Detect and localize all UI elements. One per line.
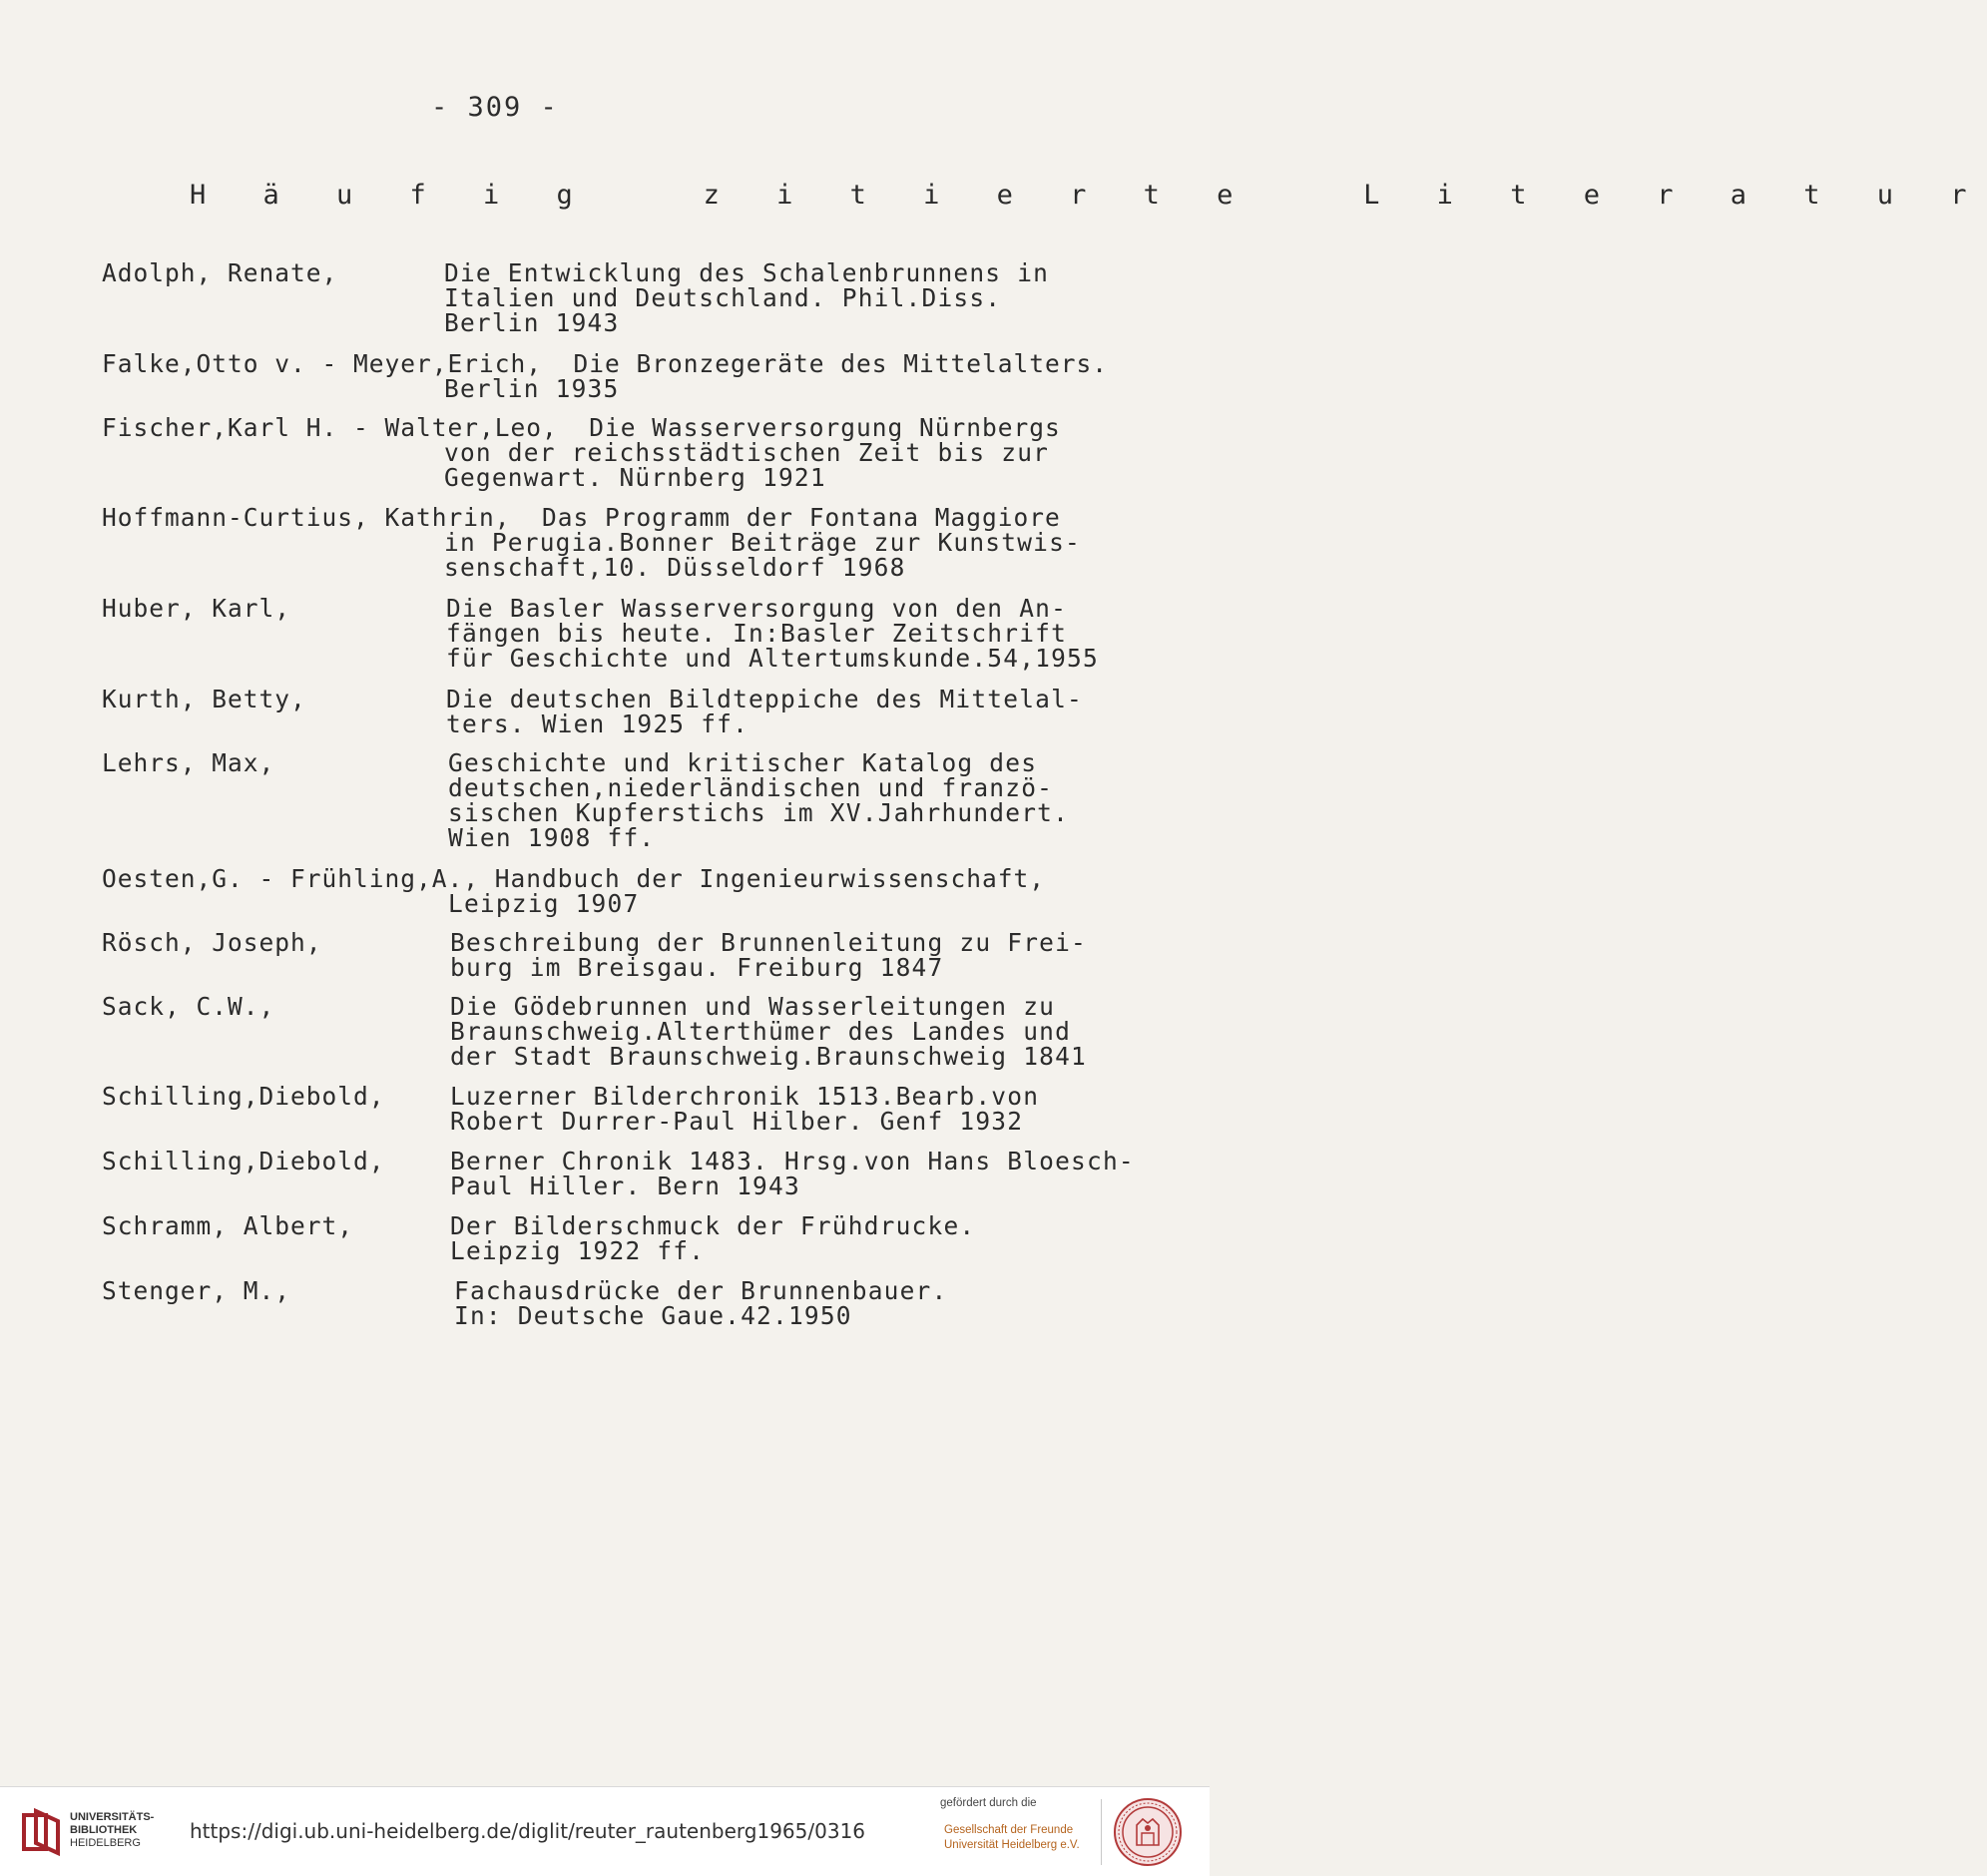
entry-author: Lehrs, Max, <box>102 748 275 777</box>
entry-work-line: in Perugia.Bonner Beiträge zur Kunstwis- <box>444 528 1082 557</box>
entry-work-line: Die Gödebrunnen und Wasserleitungen zu <box>450 992 1056 1021</box>
funder-name <box>944 1823 1080 1853</box>
entry-author: Oesten,G. - Frühling,A., Handbuch der Ingenieurwissenschaft, <box>102 864 1046 893</box>
library-name-line: UNIVERSITÄTS- <box>70 1811 155 1823</box>
entry-work-line: Gegenwart. Nürnberg 1921 <box>444 463 826 492</box>
entry-work-line: Fachausdrücke der Brunnenbauer. <box>454 1276 948 1305</box>
entry-work-line: Berlin 1935 <box>444 374 620 403</box>
entry-work-line: senschaft,10. Düsseldorf 1968 <box>444 553 906 582</box>
page-number: - 309 - <box>431 92 559 123</box>
university-seal-icon <box>1113 1797 1183 1867</box>
entry-work-line: der Stadt Braunschweig.Braunschweig 1841 <box>450 1042 1088 1071</box>
entry-work-line: Leipzig 1922 ff. <box>450 1236 706 1265</box>
entry-author: Huber, Karl, <box>102 594 291 623</box>
entry-author: Sack, C.W., <box>102 992 275 1021</box>
entry-work-line: Paul Hiller. Bern 1943 <box>450 1172 800 1200</box>
entry-work-line: ters. Wien 1925 ff. <box>446 709 749 738</box>
viewer-footer <box>0 1786 1210 1876</box>
entry-work-line: Luzerner Bilderchronik 1513.Bearb.von <box>450 1082 1040 1111</box>
entry-work-line: Italien und Deutschland. Phil.Diss. <box>444 283 1002 312</box>
library-name <box>70 1811 154 1850</box>
entry-author: Schilling,Diebold, <box>102 1082 385 1111</box>
library-name-line: HEIDELBERG <box>70 1837 141 1849</box>
page-title: H ä u f i g z i t i e r t e L i t e r a t u r <box>190 180 1987 211</box>
entry-author: Kurth, Betty, <box>102 685 306 713</box>
library-name-line: BIBLIOTHEK <box>70 1824 138 1836</box>
entry-work-line: fängen bis heute. In:Basler Zeitschrift <box>446 619 1068 648</box>
entry-work-line: Geschichte und kritischer Katalog des <box>448 748 1038 777</box>
entry-work-line: deutschen,niederländischen und franzö- <box>448 773 1054 802</box>
entry-author: Fischer,Karl H. - Walter,Leo, Die Wasserversorgung Nürnbergs <box>102 413 1061 442</box>
entry-work-line: Die Basler Wasserversorgung von den An- <box>446 594 1068 623</box>
entry-author: Rösch, Joseph, <box>102 928 322 957</box>
entry-author: Stenger, M., <box>102 1276 291 1305</box>
entry-work-line: für Geschichte und Altertumskunde.54,1955 <box>446 644 1099 673</box>
entry-work-line: Leipzig 1907 <box>448 889 640 918</box>
entry-work-line: Die Entwicklung des Schalenbrunnens in <box>444 258 1050 287</box>
funder-label: gefördert durch die <box>940 1797 1037 1809</box>
library-logo-icon <box>22 1809 62 1855</box>
entry-work-line: Wien 1908 ff. <box>448 823 656 852</box>
entry-author: Schramm, Albert, <box>102 1211 354 1240</box>
entry-work-line: Die deutschen Bildteppiche des Mittelal- <box>446 685 1084 713</box>
entry-work-line: Der Bilderschmuck der Frühdrucke. <box>450 1211 976 1240</box>
entry-work-line: sischen Kupferstichs im XV.Jahrhundert. <box>448 798 1070 827</box>
entry-work-line: von der reichsstädtischen Zeit bis zur <box>444 438 1050 467</box>
entry-work-line: Braunschweig.Alterthümer des Landes und <box>450 1017 1072 1046</box>
permalink-url[interactable]: https://digi.ub.uni-heidelberg.de/diglit/reuter_rautenberg1965/0316 <box>190 1819 866 1843</box>
entry-author: Adolph, Renate, <box>102 258 338 287</box>
entry-work-line: burg im Breisgau. Freiburg 1847 <box>450 953 944 982</box>
entry-work-line: Robert Durrer-Paul Hilber. Genf 1932 <box>450 1107 1024 1136</box>
funder-name-line: Gesellschaft der Freunde <box>944 1824 1074 1836</box>
footer-divider <box>1101 1799 1102 1865</box>
entry-author: Hoffmann-Curtius, Kathrin, Das Programm der Fontana Maggiore <box>102 503 1061 532</box>
funder-name-line: Universität Heidelberg e.V. <box>944 1839 1080 1851</box>
entry-work-line: Beschreibung der Brunnenleitung zu Frei- <box>450 928 1088 957</box>
entry-work-line: Berner Chronik 1483. Hrsg.von Hans Bloesch- <box>450 1147 1135 1175</box>
entry-author: Falke,Otto v. - Meyer,Erich, Die Bronzegeräte des Mittelalters. <box>102 349 1109 378</box>
entry-work-line: Berlin 1943 <box>444 308 620 337</box>
entry-author: Schilling,Diebold, <box>102 1147 385 1175</box>
entry-work-line: In: Deutsche Gaue.42.1950 <box>454 1301 852 1330</box>
